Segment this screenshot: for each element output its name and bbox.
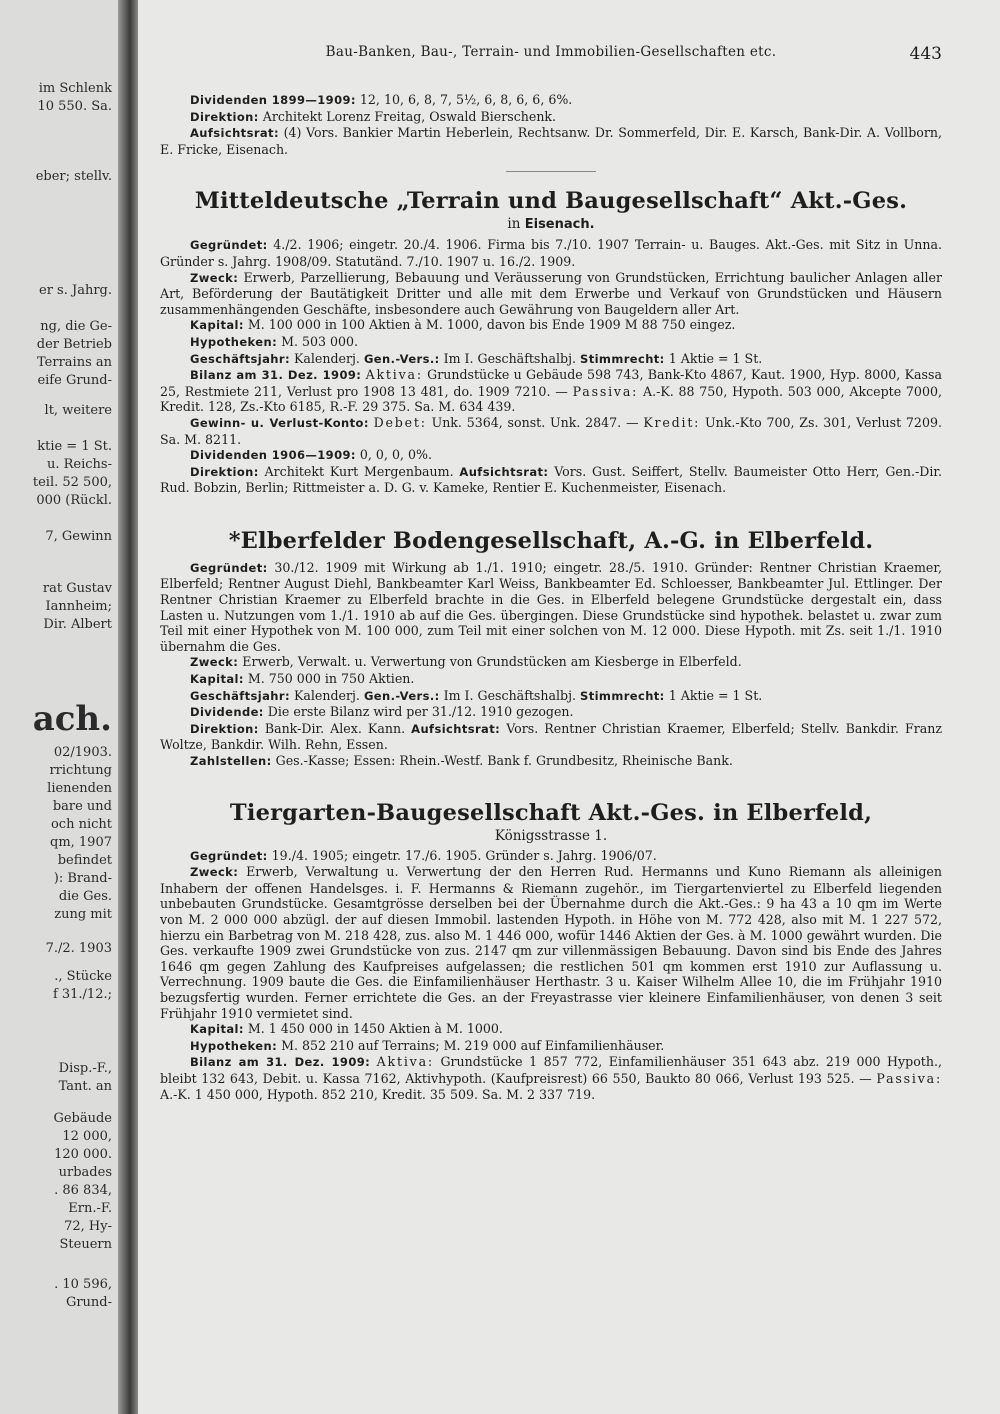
gegruendet-label: Gegründet: bbox=[190, 238, 268, 253]
left-page-fragment: rat Gustav bbox=[42, 581, 112, 596]
stimmrecht-value: 1 Aktie = 1 St. bbox=[668, 350, 763, 366]
direktion-label: Direktion: bbox=[190, 109, 259, 124]
left-page-fragment: der Betrieb bbox=[36, 337, 112, 352]
passiva-value: A.-K. 88 750, Hypoth. 503 000, Akcepte 7000, Kredit. 128, Zs.-Kto 6185, R.-F. 29 375. Sa. M. 634 439. bbox=[160, 383, 942, 415]
bilanz-label: Bilanz am 31. Dez. 1909: bbox=[190, 1055, 371, 1070]
left-page-fragment: Terrains an bbox=[37, 355, 112, 370]
aufsichtsrat-line bbox=[160, 125, 942, 157]
running-title: Bau-Banken, Bau-, Terrain- und Immobilien-Gesellschaften etc. bbox=[325, 44, 777, 60]
left-page-fragment: eife Grund- bbox=[37, 373, 112, 388]
left-page-fragment: och nicht bbox=[50, 817, 112, 832]
left-page-fragment: urbades bbox=[58, 1165, 112, 1180]
left-page-fragment: im Schlenk bbox=[38, 81, 112, 96]
kapital-line bbox=[160, 1021, 942, 1038]
aufsichtsrat-value: Vors. Rentner Christian Kraemer, Elberfeld; Stellv. Bankdir. Franz Woltze, Bankdir. Wilh. Rehn, Essen. bbox=[160, 720, 942, 753]
kredit-label: Kredit: bbox=[643, 414, 701, 430]
left-page-fragment: 72, Hy- bbox=[64, 1219, 112, 1234]
left-page-fragment: ): Brand- bbox=[53, 871, 112, 886]
aufsichtsrat-label: Aufsichtsrat: bbox=[459, 464, 549, 479]
left-page-fragment: ach. bbox=[32, 699, 112, 739]
aufsichtsrat-value: (4) Vors. Bankier Martin Heberlein, Rechtsanw. Dr. Sommerfeld, Dir. E. Karsch, Bank-Dir. A. Vollborn, E. Fricke, Eisenach. bbox=[160, 125, 942, 157]
zweck-label: Zweck: bbox=[190, 865, 239, 880]
zahlstellen-line bbox=[160, 753, 942, 770]
book-page bbox=[138, 0, 1000, 1414]
left-page-fragment: teil. 52 500, bbox=[32, 475, 112, 490]
company-entry-mitteldeutsche bbox=[160, 186, 942, 496]
left-page-fragment: 120 000. bbox=[54, 1147, 112, 1162]
company-entry-tiergarten bbox=[160, 798, 942, 1103]
company-address: Königsstrasse 1. bbox=[494, 827, 608, 844]
zweck-value: Erwerb, Verwaltung u. Verwertung der den Herren Rud. Hermanns und Kuno Riemann als alleinigen Inhabern der offenen Handelsges. i. F. Hermanns & Riemann zugehör., im Tiergartenviertel zu Elberfeld liegenden unbebauten Grundstücke. Gesamtgrösse derselben bei der Übernahme durch die Akt.-Ges.: 9 ha 43 a 10 qm im Werte von M. 2 000 000 abzügl. der auf diesen Immobil. lastenden Hypoth. in Höhe von M. 772 428, also mit M. 1 227 572, hierzu ein Barbetrag von M. 218 428, zus. also M. 1 446 000, wofür 1446 Aktien der Ges. à M. 1000 gewährt wurden. Die Ges. verkaufte 1909 zwei Grundstücke von zus. 2147 qm zur villenmässigen Bebauung. Davon sind bis Ende des Jahres 1646 qm gegen Zahlung des Kaufpreises aufgelassen; die restlichen 501 qm kommen erst 1910 zur Auflassung u. Verrechnung. 1909 baute die Ges. die Einfamilienhäuser Herthastr. 3 u. Kaiser Wilhelm Allee 10, die im Frühjahr 1910 bezugsfertig wurden. Ferner errichtete die Ges. an der Freyastrasse vier kleinere Einfamilienhäuser, von denen 3 seit Frühjahr 1910 vermietet sind. bbox=[160, 864, 942, 1021]
direktion-line bbox=[160, 721, 942, 753]
zweck-line bbox=[160, 864, 942, 1021]
left-page-fragment: 02/1903. bbox=[53, 745, 112, 760]
gegruendet-line bbox=[160, 237, 942, 269]
company-title: Tiergarten-Baugesellschaft Akt.-Ges. in Elberfeld, bbox=[229, 799, 873, 826]
left-page-fragment: . 86 834, bbox=[54, 1183, 112, 1198]
aufsichtsrat-label: Aufsichtsrat: bbox=[190, 126, 279, 141]
aufsichtsrat-value: Vors. Gust. Seiffert, Stellv. Baumeister Otto Herr, Gen.-Dir. Rud. Bobzin, Berlin; Rittmeister a. D. G. v. Kameke, Rentier E. Kuchenmeister, Eisenach. bbox=[160, 463, 942, 496]
company-title: *Elberfelder Bodengesellschaft, A.-G. in Elberfeld. bbox=[228, 527, 874, 554]
gegruendet-value: 19./4. 1905; eingetr. 17./6. 1905. Gründer s. Jahrg. 1906/07. bbox=[271, 847, 657, 863]
gegruendet-value: 4./2. 1906; eingetr. 20./4. 1906. Firma bis 7./10. 1907 Terrain- u. Bauges. Akt.-Ges. mit Sitz in Unna. Gründer s. Jahrg. 1908/09. Statutänd. 7./10. 1907 u. 16./2. 1909. bbox=[160, 237, 942, 269]
left-page-fragment: Steuern bbox=[59, 1237, 112, 1252]
gegruendet-value: 30./12. 1909 mit Wirkung ab 1./1. 1910; eingetr. 28./5. 1910. Gründer: Rentner Christian Kraemer, Elberfeld; Rentner August Diehl, Bankbeamter Karl Weiss, Bankbeamter Ed. Schloesser, Bankbeamter Jul. Ettlinger. Der Rentner Christian Kraemer zu Elberfeld brachte in die Ges. in Elberfeld belegene Grundstücke dergestalt ein, dass Lasten u. Nutzungen vom 1./1. 1910 ab auf die Ges. übergingen. Diese Grundstücke sind hypothek. belastet u. zwar zum Teil mit einer Hypothek von M. 100 000, zum Teil mit einer solchen von M. 12 000. Diese Hypoth. mit Zs. seit 1./1. 1910 übernahm die Ges. bbox=[160, 559, 942, 654]
left-page-fragment: Ern.-F. bbox=[68, 1201, 112, 1216]
direktion-line bbox=[160, 109, 942, 126]
gegruendet-line bbox=[160, 848, 942, 865]
left-page-fragment: 10 550. Sa. bbox=[37, 99, 112, 114]
dividenden-line bbox=[160, 447, 942, 464]
passiva-value: A.-K. 1 450 000, Hypoth. 852 210, Kredit. 35 509. Sa. M. 2 337 719. bbox=[160, 1086, 596, 1102]
left-page-fragment: 7, Gewinn bbox=[45, 529, 112, 544]
dividende-value: Die erste Bilanz wird per 31./12. 1910 gezogen. bbox=[267, 704, 574, 720]
direktion-value: Architekt Kurt Mergenbaum. bbox=[264, 463, 454, 479]
company-location: in Eisenach. bbox=[507, 216, 595, 233]
hypotheken-label: Hypotheken: bbox=[190, 334, 278, 349]
left-page-fragment: . 10 596, bbox=[54, 1277, 112, 1292]
debet-label: Debet: bbox=[373, 414, 427, 430]
left-page-fragment: ., Stücke bbox=[54, 969, 112, 984]
guv-label: Gewinn- u. Verlust-Konto: bbox=[190, 415, 369, 430]
section-divider bbox=[506, 171, 596, 172]
bilanz-line bbox=[160, 1054, 942, 1102]
gegruendet-label: Gegründet: bbox=[190, 560, 268, 575]
kapital-label: Kapital: bbox=[190, 672, 244, 687]
passiva-label: Passiva: bbox=[572, 383, 639, 399]
stimmrecht-value: 1 Aktie = 1 St. bbox=[668, 687, 763, 703]
book-gutter bbox=[118, 0, 138, 1414]
aktiva-label: Aktiva: bbox=[365, 367, 423, 383]
left-page-fragment: er s. Jahrg. bbox=[39, 283, 112, 298]
direktion-label: Direktion: bbox=[190, 721, 259, 736]
dividenden-label: Dividenden 1899—1909: bbox=[190, 93, 356, 107]
genvers-label: Gen.-Vers.: bbox=[363, 351, 440, 366]
hypotheken-line bbox=[160, 1038, 942, 1055]
left-page-fragment: Iannheim; bbox=[45, 599, 112, 614]
kredit-value: Unk.-Kto 700, Zs. 301, Verlust 7209. Sa. M. 8211. bbox=[160, 414, 942, 447]
gegruendet-label: Gegründet: bbox=[190, 848, 268, 863]
kapital-label: Kapital: bbox=[190, 318, 244, 333]
company-title: Mitteldeutsche „Terrain und Baugesellschaft“ Akt.-Ges. bbox=[194, 188, 908, 215]
dividenden-line bbox=[160, 92, 942, 109]
dividenden-label: Dividenden 1906—1909: bbox=[190, 448, 356, 463]
debet-value: Unk. 5364, sonst. Unk. 2847. — bbox=[431, 414, 639, 430]
zweck-line bbox=[160, 654, 942, 671]
genvers-value: Im I. Geschäftshalbj. bbox=[443, 687, 576, 703]
geschaeftsjahr-line bbox=[160, 351, 942, 368]
zweck-value: Erwerb, Verwalt. u. Verwertung von Grundstücken am Kiesberge in Elberfeld. bbox=[242, 654, 742, 670]
left-page-fragment: f 31./12.; bbox=[52, 987, 112, 1002]
previous-page-fragment bbox=[0, 0, 118, 1414]
genvers-value: Im I. Geschäftshalbj. bbox=[443, 350, 576, 366]
zweck-label: Zweck: bbox=[190, 655, 239, 670]
geschaeftsjahr-label: Geschäftsjahr: bbox=[190, 688, 290, 703]
left-page-fragment: eber; stellv. bbox=[35, 169, 112, 184]
gegruendet-line bbox=[160, 560, 942, 655]
left-page-fragment: rrichtung bbox=[49, 763, 112, 778]
company-entry-elberfelder-boden bbox=[160, 526, 942, 770]
stimmrecht-label: Stimmrecht: bbox=[580, 351, 665, 366]
kapital-value: M. 100 000 in 100 Aktien à M. 1000, davon bis Ende 1909 M 88 750 eingez. bbox=[247, 317, 736, 333]
hypotheken-line bbox=[160, 334, 942, 351]
left-page-fragment: lienenden bbox=[47, 781, 112, 796]
geschaeftsjahr-line bbox=[160, 688, 942, 705]
aktiva-value: Grundstücke u Gebäude 598 743, Bank-Kto 4867, Kaut. 1900, Hyp. 8000, Kassa 25, Restmiete 211, Verlust pro 1908 13 481, do. 1909 7210. — bbox=[160, 367, 942, 399]
kapital-value: M. 1 450 000 in 1450 Aktien à M. 1000. bbox=[247, 1021, 503, 1037]
dividende-label: Dividende: bbox=[190, 705, 264, 720]
left-page-fragment: ng, die Ge- bbox=[40, 319, 112, 334]
direktion-value: Bank-Dir. Alex. Kann. bbox=[264, 720, 406, 736]
geschaeftsjahr-value: Kalenderj. bbox=[293, 687, 360, 703]
dividenden-value: 0, 0, 0, 0%. bbox=[359, 447, 432, 463]
hypotheken-label: Hypotheken: bbox=[190, 1038, 278, 1053]
zweck-line bbox=[160, 270, 942, 318]
genvers-label: Gen.-Vers.: bbox=[363, 688, 440, 703]
left-page-fragment: lt, weitere bbox=[44, 403, 112, 418]
dividende-line bbox=[160, 704, 942, 721]
left-page-fragment: 12 000, bbox=[62, 1129, 112, 1144]
dividenden-value: 12, 10, 6, 8, 7, 5½, 6, 8, 6, 6, 6%. bbox=[359, 92, 573, 107]
left-page-fragment: u. Reichs- bbox=[47, 457, 112, 472]
geschaeftsjahr-value: Kalenderj. bbox=[293, 350, 360, 366]
zweck-value: Erwerb, Parzellierung, Bebauung und Veräusserung von Grundstücken, Errichtung baulicher Anlagen aller Art, Beförderung der Bautätigkeit Dritter und alle mit dem Erwerbe und Verkauf von Grundstücken und Häusern zusammenhängenden Geschäfte, insbesondere auch Gewährung von Baugeldern aller Art. bbox=[160, 269, 942, 317]
geschaeftsjahr-label: Geschäftsjahr: bbox=[190, 351, 290, 366]
direktion-line bbox=[160, 464, 942, 496]
left-page-fragment: Dir. Albert bbox=[43, 617, 112, 632]
stimmrecht-label: Stimmrecht: bbox=[580, 688, 665, 703]
left-page-fragment: die Ges. bbox=[58, 889, 112, 904]
left-page-fragment: Disp.-F., bbox=[58, 1061, 112, 1076]
aktiva-label: Aktiva: bbox=[376, 1054, 434, 1070]
entry-continuation bbox=[160, 92, 942, 157]
kapital-line bbox=[160, 317, 942, 334]
page-number: 443 bbox=[909, 44, 942, 64]
direktion-value: Architekt Lorenz Freitag, Oswald Bierschenk. bbox=[262, 108, 557, 124]
hypotheken-value: M. 503 000. bbox=[281, 333, 359, 349]
left-page-fragment: ktie = 1 St. bbox=[37, 439, 112, 454]
zahlstellen-value: Ges.-Kasse; Essen: Rhein.-Westf. Bank f. Grundbesitz, Rheinische Bank. bbox=[275, 753, 733, 768]
zweck-label: Zweck: bbox=[190, 270, 239, 285]
zahlstellen-label: Zahlstellen: bbox=[190, 754, 272, 768]
bilanz-label: Bilanz am 31. Dez. 1909: bbox=[190, 368, 362, 383]
guv-line bbox=[160, 415, 942, 447]
left-page-fragment: qm, 1907 bbox=[50, 835, 112, 850]
passiva-label: Passiva: bbox=[876, 1070, 942, 1086]
left-page-fragment: 000 (Rückl. bbox=[36, 493, 112, 508]
text-column bbox=[160, 92, 942, 1102]
direktion-label: Direktion: bbox=[190, 464, 259, 479]
hypotheken-value: M. 852 210 auf Terrains; M. 219 000 auf Einfamilienhäuser. bbox=[281, 1037, 665, 1053]
left-page-fragment: befindet bbox=[57, 853, 112, 868]
kapital-value: M. 750 000 in 750 Aktien. bbox=[247, 671, 415, 687]
aufsichtsrat-label: Aufsichtsrat: bbox=[411, 721, 501, 736]
left-page-fragment: Tant. an bbox=[58, 1079, 112, 1094]
left-page-fragment: bare und bbox=[52, 799, 112, 814]
left-page-fragment: zung mit bbox=[54, 907, 112, 922]
left-page-fragment: Grund- bbox=[65, 1295, 112, 1310]
left-page-fragment: Gebäude bbox=[53, 1111, 112, 1126]
kapital-label: Kapital: bbox=[190, 1022, 244, 1037]
aktiva-value: Grundstücke 1 857 772, Einfamilienhäuser 351 643 abz. 219 000 Hypoth., bleibt 132 643, Debit. u. Kassa 7162, Aktivhypoth. (Kaufpreisrest) 66 550, Baukto 80 066, Verlust 193 525. — bbox=[160, 1054, 942, 1086]
bilanz-line bbox=[160, 367, 942, 415]
kapital-line bbox=[160, 671, 942, 688]
left-page-fragment: 7./2. 1903 bbox=[45, 941, 112, 956]
